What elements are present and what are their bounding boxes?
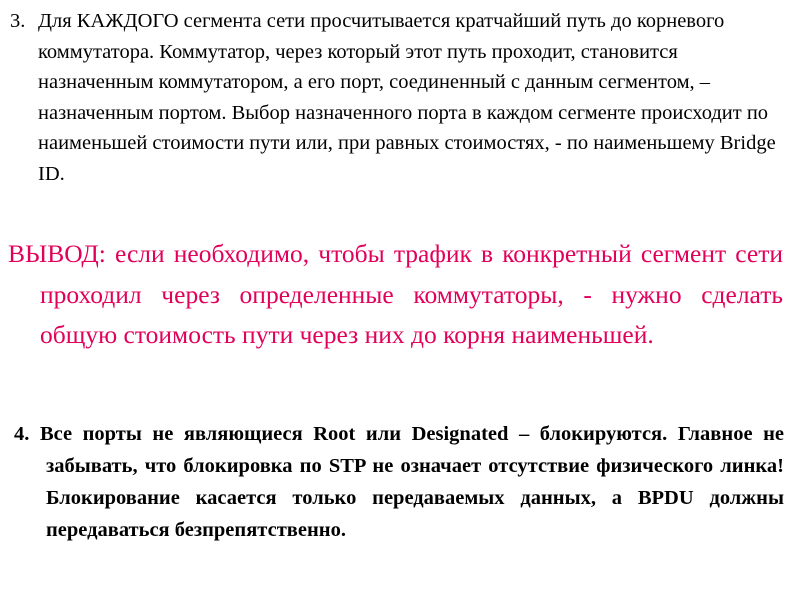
conclusion-text: ВЫВОД: если необходимо, чтобы трафик в конкретный сегмент сети проходил через определенные коммутаторы, - нужно сделать общую стоимость пути через них до корня наименьшей. xyxy=(8,239,783,349)
list-item-3-number: 3. xyxy=(10,10,26,32)
list-item-3 xyxy=(10,6,785,189)
list-item-4-number: 4. xyxy=(14,423,40,445)
list-item-4 xyxy=(14,418,784,546)
list-item-3-text: Для КАЖДОГО сегмента сети просчитывается кратчайший путь до корневого коммутатора. Коммутатор, через который этот путь проходит, становится назначенным коммутатором, а его порт, соединенный с данным сегментом, – назначенным портом. Выбор назначенного порта в каждом сегменте происходит по наименьшей стоимости пути или, при равных стоимостях, - по наименьшему Bridge ID. xyxy=(38,10,776,185)
list-item-4-text: Все порты не являющиеся Root или Designated – блокируются. Главное не забывать, что блокировка по STP не означает отсутствие физического линка! Блокирование касается только передаваемых данных, а BPDU должны передаваться безпрепятственно. xyxy=(39,423,784,541)
